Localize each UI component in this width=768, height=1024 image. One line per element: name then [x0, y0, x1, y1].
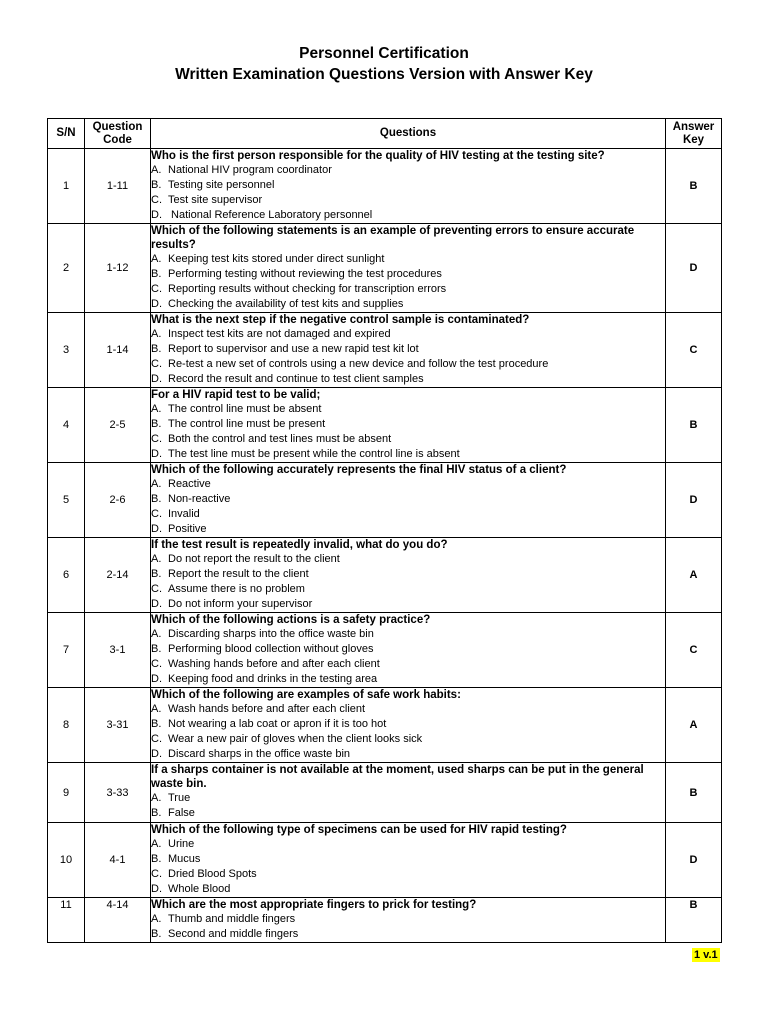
- table-row: [48, 898, 722, 943]
- answer-option: [151, 432, 665, 447]
- question-text: Which are the most appropriate fingers to prick for testing?: [151, 899, 477, 912]
- row-answer-key: D: [666, 224, 722, 313]
- question-text: What is the next step if the negative control sample is contaminated?: [151, 314, 530, 327]
- header-questions: Questions: [151, 119, 666, 149]
- row-answer-key: B: [666, 898, 722, 943]
- option-text: Urine: [168, 838, 195, 851]
- option-letter: A.: [151, 913, 162, 926]
- option-letter: A.: [151, 628, 162, 641]
- document-title: Personnel Certification: [299, 45, 469, 62]
- option-letter: C.: [151, 583, 162, 596]
- option-text: Positive: [168, 522, 207, 535]
- answer-option: [151, 447, 665, 462]
- row-question-cell: [151, 763, 666, 823]
- option-text: Test site supervisor: [168, 194, 263, 207]
- option-text: Second and middle fingers: [168, 928, 299, 941]
- answer-option: [151, 732, 665, 747]
- row-question-cell: [151, 388, 666, 463]
- option-text: Reporting results without checking for transcription errors: [168, 283, 447, 296]
- answer-option: [151, 702, 665, 717]
- table-header-row: [48, 119, 722, 149]
- option-text: Assume there is no problem: [168, 583, 305, 596]
- option-text: Whole Blood: [168, 882, 231, 895]
- option-letter: D.: [151, 522, 162, 535]
- answer-option: [151, 193, 665, 208]
- question-text: Which of the following actions is a safety practice?: [151, 614, 431, 627]
- row-question-code: 3-31: [85, 688, 151, 763]
- answer-option: [151, 642, 665, 657]
- option-letter: D.: [151, 597, 162, 610]
- option-text: Washing hands before and after each client: [168, 658, 380, 671]
- option-text: Report the result to the client: [168, 568, 309, 581]
- row-serial-number: 3: [48, 313, 85, 388]
- row-question-code: 2-5: [85, 388, 151, 463]
- header-sn: S/N: [48, 119, 85, 149]
- option-letter: B.: [151, 807, 162, 820]
- option-text: Discarding sharps into the office waste bin: [168, 628, 374, 641]
- answer-option: [151, 417, 665, 432]
- option-letter: C.: [151, 194, 162, 207]
- option-letter: C.: [151, 508, 162, 521]
- option-letter: D.: [151, 882, 162, 895]
- option-letter: A.: [151, 164, 162, 177]
- option-letter: A.: [151, 703, 162, 716]
- answer-option: [151, 882, 665, 897]
- question-text: If the test result is repeatedly invalid, what do you do?: [151, 539, 448, 552]
- question-text: Which of the following statements is an example of preventing errors to ensure accurate results?: [151, 225, 635, 252]
- row-question-code: 1-11: [85, 149, 151, 224]
- row-answer-key: C: [666, 313, 722, 388]
- option-letter: C.: [151, 868, 162, 881]
- option-letter: C.: [151, 733, 162, 746]
- question-text: Which of the following are examples of safe work habits:: [151, 689, 461, 702]
- row-question-cell: [151, 463, 666, 538]
- answer-option: [151, 867, 665, 882]
- option-text: Re-test a new set of controls using a new device and follow the test procedure: [168, 358, 549, 371]
- row-question-cell: [151, 224, 666, 313]
- question-text: For a HIV rapid test to be valid;: [151, 389, 321, 402]
- row-question-cell: [151, 688, 666, 763]
- row-serial-number: 7: [48, 613, 85, 688]
- question-text: Who is the first person responsible for the quality of HIV testing at the testing site?: [151, 150, 605, 162]
- row-answer-key: D: [666, 823, 722, 898]
- option-text: Invalid: [168, 508, 200, 521]
- option-text: Record the result and continue to test client samples: [168, 372, 424, 385]
- table-row: [48, 688, 722, 763]
- option-letter: C.: [151, 658, 162, 671]
- row-serial-number: 6: [48, 538, 85, 613]
- exam-table-body: [48, 149, 722, 943]
- document-subtitle: Written Examination Questions Version with Answer Key: [175, 66, 593, 83]
- row-answer-key: A: [666, 538, 722, 613]
- option-text: The control line must be present: [168, 418, 326, 431]
- answer-option: [151, 806, 665, 821]
- option-letter: B.: [151, 568, 162, 581]
- option-letter: A.: [151, 838, 162, 851]
- answer-option: [151, 342, 665, 357]
- row-answer-key: A: [666, 688, 722, 763]
- option-text: National Reference Laboratory personnel: [168, 208, 373, 221]
- row-serial-number: 9: [48, 763, 85, 823]
- row-question-code: 3-1: [85, 613, 151, 688]
- answer-option: [151, 327, 665, 342]
- option-letter: B.: [151, 928, 162, 941]
- table-row: [48, 823, 722, 898]
- header-question-code: Question Code: [85, 119, 151, 149]
- option-text: Mucus: [168, 853, 201, 866]
- option-text: National HIV program coordinator: [168, 164, 332, 177]
- option-letter: C.: [151, 433, 162, 446]
- row-serial-number: 4: [48, 388, 85, 463]
- answer-option: [151, 912, 665, 927]
- page-version-label: 1 v.1: [694, 949, 718, 961]
- answer-option: [151, 178, 665, 193]
- row-question-code: 1-12: [85, 224, 151, 313]
- answer-option: [151, 522, 665, 537]
- option-text: Not wearing a lab coat or apron if it is too hot: [168, 718, 387, 731]
- option-letter: A.: [151, 553, 162, 566]
- answer-option: [151, 372, 665, 387]
- option-letter: D.: [151, 298, 162, 311]
- table-row: [48, 538, 722, 613]
- answer-option: [151, 747, 665, 762]
- option-letter: D.: [151, 672, 162, 685]
- option-letter: A.: [151, 403, 162, 416]
- option-text: The test line must be present while the control line is absent: [168, 447, 460, 460]
- row-serial-number: 11: [48, 898, 85, 943]
- answer-option: [151, 267, 665, 282]
- option-letter: A.: [151, 792, 162, 805]
- option-text: False: [168, 807, 195, 820]
- row-question-cell: [151, 898, 666, 943]
- answer-option: [151, 567, 665, 582]
- option-text: Wear a new pair of gloves when the client looks sick: [168, 733, 423, 746]
- question-text: Which of the following type of specimens can be used for HIV rapid testing?: [151, 824, 567, 837]
- row-answer-key: B: [666, 149, 722, 224]
- row-question-code: 2-6: [85, 463, 151, 538]
- option-letter: B.: [151, 343, 162, 356]
- answer-option: [151, 477, 665, 492]
- answer-option: [151, 402, 665, 417]
- row-serial-number: 10: [48, 823, 85, 898]
- table-row: [48, 613, 722, 688]
- row-question-cell: [151, 538, 666, 613]
- option-letter: B.: [151, 643, 162, 656]
- exam-table: [47, 118, 722, 943]
- row-serial-number: 8: [48, 688, 85, 763]
- answer-option: [151, 297, 665, 312]
- option-text: Both the control and test lines must be absent: [168, 433, 392, 446]
- row-question-cell: [151, 149, 666, 224]
- row-question-code: 1-14: [85, 313, 151, 388]
- option-letter: B.: [151, 493, 162, 506]
- answer-option: [151, 717, 665, 732]
- answer-option: [151, 627, 665, 642]
- table-row: [48, 224, 722, 313]
- answer-option: [151, 597, 665, 612]
- answer-option: [151, 252, 665, 267]
- option-text: Do not inform your supervisor: [168, 597, 313, 610]
- option-letter: B.: [151, 718, 162, 731]
- option-letter: D.: [151, 747, 162, 760]
- row-answer-key: D: [666, 463, 722, 538]
- question-text: If a sharps container is not available at the moment, used sharps can be put in the general waste bin.: [151, 764, 644, 791]
- table-row: [48, 388, 722, 463]
- option-text: Keeping test kits stored under direct sunlight: [168, 253, 385, 266]
- option-text: Dried Blood Spots: [168, 868, 257, 881]
- option-text: Report to supervisor and use a new rapid test kit lot: [168, 343, 419, 356]
- option-letter: D.: [151, 447, 162, 460]
- option-letter: D.: [151, 372, 162, 385]
- row-question-cell: [151, 613, 666, 688]
- header-answer-key: Answer Key: [666, 119, 722, 149]
- table-row: [48, 313, 722, 388]
- answer-option: [151, 672, 665, 687]
- answer-option: [151, 837, 665, 852]
- row-serial-number: 5: [48, 463, 85, 538]
- row-question-code: 3-33: [85, 763, 151, 823]
- table-row: [48, 763, 722, 823]
- answer-option: [151, 657, 665, 672]
- option-letter: C.: [151, 358, 162, 371]
- row-question-cell: [151, 823, 666, 898]
- option-letter: C.: [151, 283, 162, 296]
- row-question-code: 4-14: [85, 898, 151, 943]
- option-letter: D.: [151, 208, 162, 221]
- option-text: Discard sharps in the office waste bin: [168, 747, 350, 760]
- option-text: Testing site personnel: [168, 179, 275, 192]
- answer-option: [151, 552, 665, 567]
- option-text: Do not report the result to the client: [168, 553, 340, 566]
- answer-option: [151, 791, 665, 806]
- answer-option: [151, 357, 665, 372]
- answer-option: [151, 852, 665, 867]
- option-letter: B.: [151, 179, 162, 192]
- option-letter: B.: [151, 418, 162, 431]
- row-answer-key: B: [666, 763, 722, 823]
- option-text: Inspect test kits are not damaged and expired: [168, 328, 391, 341]
- row-question-code: 2-14: [85, 538, 151, 613]
- answer-option: [151, 492, 665, 507]
- option-letter: B.: [151, 268, 162, 281]
- option-text: Checking the availability of test kits and supplies: [168, 298, 404, 311]
- row-answer-key: C: [666, 613, 722, 688]
- answer-option: [151, 507, 665, 522]
- answer-option: [151, 582, 665, 597]
- table-row: [48, 463, 722, 538]
- option-letter: B.: [151, 853, 162, 866]
- option-text: Keeping food and drinks in the testing area: [168, 672, 378, 685]
- option-text: The control line must be absent: [168, 403, 322, 416]
- document-header: [0, 43, 768, 85]
- row-question-cell: [151, 313, 666, 388]
- row-serial-number: 1: [48, 149, 85, 224]
- answer-option: [151, 282, 665, 297]
- option-text: Performing testing without reviewing the test procedures: [168, 268, 442, 281]
- answer-option: [151, 163, 665, 178]
- table-row: [48, 149, 722, 224]
- option-letter: A.: [151, 253, 162, 266]
- option-letter: A.: [151, 478, 162, 491]
- question-text: Which of the following accurately represents the final HIV status of a client?: [151, 464, 567, 477]
- row-serial-number: 2: [48, 224, 85, 313]
- option-text: Thumb and middle fingers: [168, 913, 296, 926]
- option-letter: A.: [151, 328, 162, 341]
- option-text: True: [168, 792, 191, 805]
- option-text: Performing blood collection without gloves: [168, 643, 374, 656]
- option-text: Non-reactive: [168, 493, 231, 506]
- answer-option: [151, 927, 665, 942]
- row-answer-key: B: [666, 388, 722, 463]
- answer-option: [151, 208, 665, 223]
- option-text: Wash hands before and after each client: [168, 703, 366, 716]
- row-question-code: 4-1: [85, 823, 151, 898]
- option-text: Reactive: [168, 478, 211, 491]
